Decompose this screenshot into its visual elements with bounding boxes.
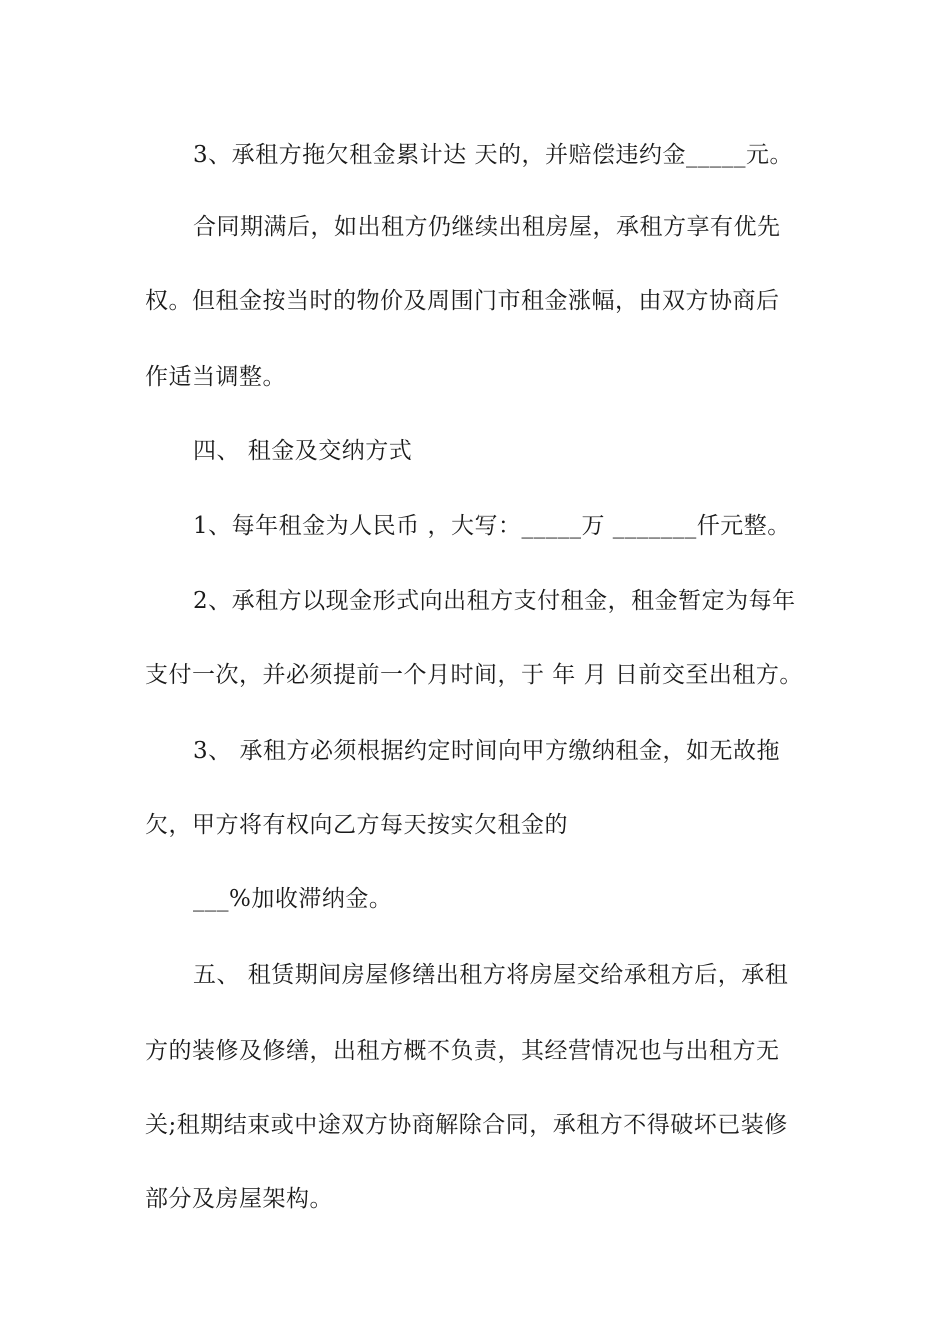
text-line-9: 3、 承租方必须根据约定时间向甲方缴纳租金，如无故拖 xyxy=(193,738,780,764)
text-line-10: 欠，甲方将有权向乙方每天按实欠租金的 xyxy=(145,812,568,838)
text-line-4: 作适当调整。 xyxy=(145,364,286,390)
text-line-6: 1、每年租金为人民币 ，大写：_____万 _______仟元整。 xyxy=(193,513,791,539)
text-line-15: 部分及房屋架构。 xyxy=(145,1186,333,1212)
text-line-13: 方的装修及修缮，出租方概不负责，其经营情况也与出租方无 xyxy=(145,1038,780,1064)
text-line-14: 关;租期结束或中途双方协商解除合同，承租方不得破坏已装修 xyxy=(145,1112,788,1138)
text-line-2: 合同期满后，如出租方仍继续出租房屋，承租方享有优先 xyxy=(193,214,781,240)
text-line-3: 权。但租金按当时的物价及周围门市租金涨幅，由双方协商后 xyxy=(145,288,780,314)
text-line-7: 2、承租方以现金形式向出租方支付租金，租金暂定为每年 xyxy=(193,588,796,614)
text-line-8: 支付一次，并必须提前一个月时间，于 年 月 日前交至出租方。 xyxy=(145,662,803,688)
section-heading-5: 五、 租赁期间房屋修缮出租方将房屋交给承租方后，承租 xyxy=(193,962,789,988)
text-line-1: 3、承租方拖欠租金累计达 天的，并赔偿违约金_____元。 xyxy=(193,142,793,168)
text-line-11: ___%加收滞纳金。 xyxy=(193,886,393,912)
section-heading-4: 四、 租金及交纳方式 xyxy=(193,438,413,464)
